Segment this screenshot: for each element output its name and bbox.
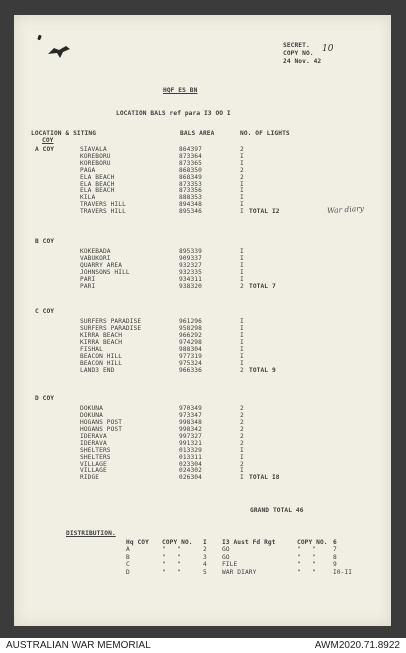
location-name: HOGANS POST	[80, 426, 123, 434]
document-date: 24 Nov. 42	[283, 58, 322, 65]
ditto-marks: " "	[162, 553, 182, 561]
light-count: I	[240, 275, 244, 283]
copy-label: COPY NO.	[283, 50, 314, 57]
dist-copy-no: 3	[203, 553, 207, 561]
dist-destination: GO	[222, 546, 230, 553]
light-count: 2	[240, 166, 244, 174]
map-reference: 934311	[179, 275, 202, 283]
location-name: PARI	[80, 275, 96, 283]
location-name: KOKEBADA	[80, 248, 111, 256]
light-count: 2	[240, 460, 244, 468]
dist-coy: B	[126, 553, 130, 561]
footer-credit: AUSTRALIAN WAR MEMORIAL	[6, 640, 151, 651]
location-name: QUARRY AREA	[80, 262, 123, 270]
map-reference: 873365	[179, 159, 202, 167]
dist-head-copy-right: COPY NO.	[297, 539, 328, 546]
location-name: KIRRA BEACH	[80, 339, 123, 347]
coy-label: B COY	[35, 238, 55, 245]
col-head-coy: COY	[42, 137, 54, 144]
map-reference: 013311	[179, 453, 202, 461]
map-reference: 873353	[179, 180, 202, 188]
location-name: JOHNSONS HILL	[80, 269, 130, 277]
location-name: ELA BEACH	[80, 173, 115, 181]
light-count: I	[240, 201, 244, 209]
dist-copy-no-right: 9	[333, 561, 337, 568]
map-reference: 988304	[179, 345, 202, 353]
light-count: 2	[240, 173, 244, 181]
ink-blot-icon	[46, 44, 72, 60]
map-reference: 998348	[179, 419, 202, 427]
location-name: ELA BEACH	[80, 187, 115, 195]
map-reference: 997327	[179, 432, 202, 440]
map-reference: 868350	[179, 166, 202, 174]
light-count: 2	[240, 405, 244, 413]
location-name: TRAVERS HILL	[80, 208, 126, 216]
map-reference: 026304	[179, 474, 202, 482]
coy-total: TOTAL 7	[249, 282, 276, 290]
location-name: ELA BEACH	[80, 180, 115, 188]
map-reference: 895339	[179, 248, 202, 256]
dist-copy-no: 2	[203, 546, 207, 553]
light-count: 2	[240, 366, 244, 374]
dist-head-unit: I3 Aust Fd Rgt	[222, 539, 276, 546]
dist-head-copy-no: I	[203, 539, 207, 546]
coy-label: A COY	[35, 146, 55, 153]
document-subtitle: LOCATION BALS ref para I3 OO I	[116, 110, 231, 117]
footer-accession: AWM2020.71.8922	[314, 640, 400, 651]
location-name: SHELTERS	[80, 446, 111, 454]
map-reference: 938320	[179, 282, 202, 290]
map-reference: 024302	[179, 467, 202, 475]
location-name: RIDGE	[80, 474, 100, 482]
light-count: I	[240, 248, 244, 256]
map-reference: 864397	[179, 146, 202, 153]
location-name: SURFERS PARADISE	[80, 318, 142, 326]
light-count: I	[240, 345, 244, 353]
location-name: IDERAVA	[80, 439, 107, 447]
light-count: I	[240, 446, 244, 454]
dist-destination: GO	[222, 553, 230, 561]
location-name: TRAVERS HILL	[80, 201, 126, 209]
map-reference: 961296	[179, 318, 202, 326]
dist-head-coy: Hq COY	[126, 539, 149, 546]
location-name: VABUKORI	[80, 255, 111, 263]
map-reference: 873356	[179, 187, 202, 195]
light-count: I	[240, 453, 244, 461]
dist-head-copy: COPY NO.	[162, 539, 193, 546]
map-reference: 932335	[179, 269, 202, 277]
light-count: I	[240, 352, 244, 360]
map-reference: 023304	[179, 460, 202, 468]
light-count: I	[240, 269, 244, 277]
light-count: I	[240, 318, 244, 326]
map-reference: 973347	[179, 412, 202, 420]
document-title: HQF ES BN	[163, 87, 198, 94]
map-reference: 932327	[179, 262, 202, 270]
light-count: I	[240, 152, 244, 160]
map-reference: 909337	[179, 255, 202, 263]
light-count: 2	[240, 432, 244, 440]
ditto-marks: " "	[162, 568, 182, 576]
map-reference: 970349	[179, 405, 202, 413]
map-reference: 894348	[179, 201, 202, 209]
location-name: IDERAVA	[80, 432, 107, 440]
col-head-location: LOCATION & SITING	[31, 130, 97, 137]
map-reference: 977319	[179, 352, 202, 360]
dist-destination: FILE	[222, 561, 238, 568]
location-name: FISHAL	[80, 345, 103, 353]
location-name: BEACON HILL	[80, 352, 123, 360]
map-reference: 013329	[179, 446, 202, 454]
location-name: KIRRA BEACH	[80, 332, 123, 340]
dist-copy-no-right: I0-II	[333, 568, 353, 576]
coy-label: D COY	[35, 395, 55, 402]
dist-head-copy-no-right: 6	[333, 539, 337, 546]
light-count: I	[240, 180, 244, 188]
ditto-marks: " "	[297, 546, 317, 553]
dist-copy-no: 4	[203, 561, 207, 568]
light-count: 2	[240, 282, 244, 290]
location-name: PARI	[80, 282, 96, 290]
ditto-marks: " "	[297, 553, 317, 561]
col-head-lights: NO. OF LIGHTS	[240, 130, 290, 137]
dist-coy: C	[126, 561, 130, 568]
location-name: KOREBORU	[80, 159, 111, 167]
map-reference: 966292	[179, 332, 202, 340]
location-name: VILLAGE	[80, 460, 107, 468]
coy-total: TOTAL I2	[249, 208, 280, 216]
dist-copy-no-right: 7	[333, 546, 337, 553]
map-reference: 998342	[179, 426, 202, 434]
location-name: LAND3 END	[80, 366, 115, 374]
map-reference: 888353	[179, 194, 202, 202]
ditto-marks: " "	[297, 561, 317, 568]
dist-destination: WAR DIARY	[222, 568, 257, 576]
light-count: 2	[240, 439, 244, 447]
map-reference: 974298	[179, 339, 202, 347]
security-marking: SECRET.	[283, 42, 310, 49]
location-name: HOGANS POST	[80, 419, 123, 427]
light-count: I	[240, 339, 244, 347]
coy-total: TOTAL 9	[249, 366, 276, 374]
light-count: I	[240, 467, 244, 475]
light-count: I	[240, 187, 244, 195]
light-count: 2	[240, 426, 244, 434]
location-name: SHELTERS	[80, 453, 111, 461]
coy-label: C COY	[35, 308, 55, 315]
light-count: I	[240, 262, 244, 270]
map-reference: 991321	[179, 439, 202, 447]
coy-total: TOTAL I8	[249, 474, 280, 482]
location-name: DOKUNA	[80, 412, 103, 420]
light-count: I	[240, 332, 244, 340]
location-name: PAGA	[80, 166, 96, 174]
dist-coy: D	[126, 568, 130, 576]
light-count: I	[240, 159, 244, 167]
map-reference: 958298	[179, 325, 202, 333]
ditto-marks: " "	[162, 561, 182, 568]
light-count: I	[240, 359, 244, 367]
handwritten-annotation: War diary	[326, 203, 365, 216]
light-count: I	[240, 194, 244, 202]
location-name: KILA	[80, 194, 96, 202]
light-count: 2	[240, 146, 244, 153]
light-count: 2	[240, 412, 244, 420]
dist-coy: A	[126, 546, 130, 553]
dist-copy-no: 5	[203, 568, 207, 576]
map-reference: 873364	[179, 152, 202, 160]
location-name: SIAVALA	[80, 146, 107, 153]
location-name: SURFERS PARADISE	[80, 325, 142, 333]
grand-total: GRAND TOTAL 46	[250, 507, 304, 514]
map-reference: 966336	[179, 366, 202, 374]
location-name: BEACON HILL	[80, 359, 123, 367]
light-count: I	[240, 208, 244, 216]
light-count: I	[240, 325, 244, 333]
copy-number: 10	[322, 44, 334, 54]
light-count: I	[240, 255, 244, 263]
location-name: KOREBORU	[80, 152, 111, 160]
map-reference: 868349	[179, 173, 202, 181]
map-reference: 895346	[179, 208, 202, 216]
map-reference: 975324	[179, 359, 202, 367]
ditto-marks: " "	[297, 568, 317, 576]
location-name: VILLAGE	[80, 467, 107, 475]
ditto-marks: " "	[162, 546, 182, 553]
light-count: 2	[240, 419, 244, 427]
distribution-label: DISTRIBUTION.	[66, 530, 116, 537]
col-head-ref: BALS AREA	[180, 130, 215, 137]
location-name: DOKUNA	[80, 405, 103, 413]
footer-bar	[0, 638, 406, 653]
dist-copy-no-right: 8	[333, 553, 337, 561]
light-count: I	[240, 474, 244, 482]
